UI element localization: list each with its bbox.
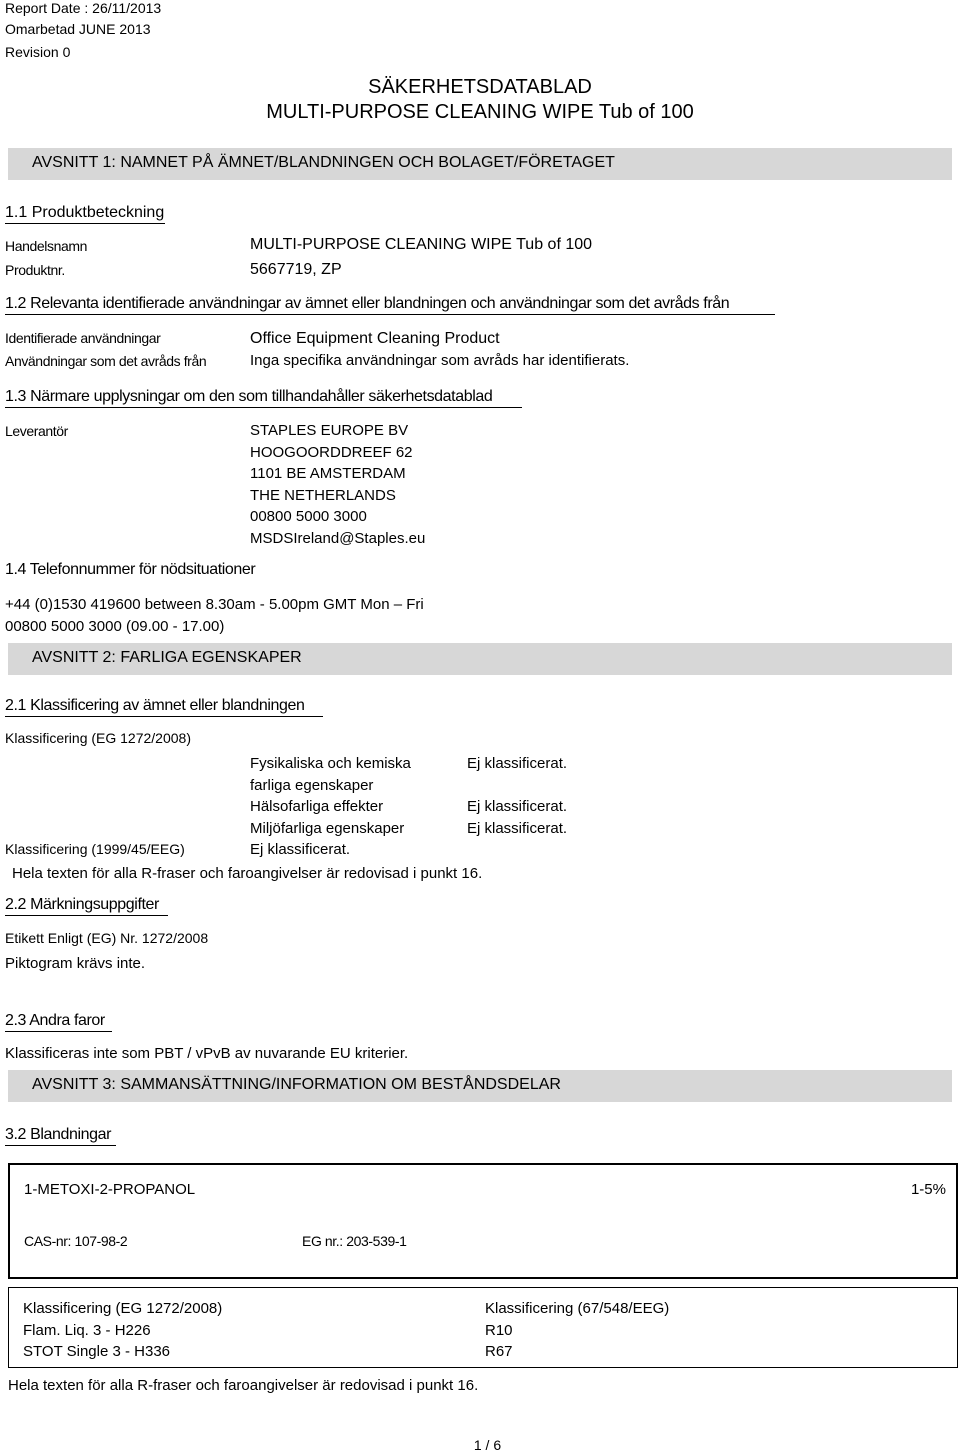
section-1-heading: AVSNITT 1: NAMNET PÅ ÄMNET/BLANDNINGEN OCH BOLAGET/FÖRETAGET — [32, 154, 615, 171]
page-number: 1 / 6 — [473, 1437, 502, 1453]
env-hazard-value: Ej klassificerat. — [467, 820, 568, 837]
uses-advised-against-value: Inga specifika användningar som avråds har identifierats. — [250, 352, 630, 369]
emergency-phone-1: +44 (0)1530 419600 between 8.30am - 5.00pm GMT Mon – Fri — [5, 596, 424, 613]
s23-underline — [5, 1031, 112, 1032]
revision-number: Revision 0 — [5, 44, 71, 60]
s22-underline — [5, 915, 168, 916]
clp-item: STOT Single 3 - H336 — [23, 1343, 171, 1360]
section-1-band — [8, 148, 952, 180]
cas-number: CAS-nr: 107-98-2 — [24, 1233, 128, 1249]
s21-underline — [5, 716, 323, 717]
dsd-item: R10 — [485, 1322, 513, 1339]
revised-date: Omarbetad JUNE 2013 — [5, 21, 151, 37]
substance-box — [8, 1163, 958, 1279]
supplier-email: MSDSIreland@Staples.eu — [250, 530, 426, 547]
trade-name-label: Handelsnamn — [5, 238, 87, 254]
supplier-line: 1101 BE AMSTERDAM — [250, 465, 406, 482]
phys-hazard-label-2: farliga egenskaper — [250, 777, 374, 794]
dpd-classification-value: Ej klassificerat. — [250, 841, 351, 858]
clp-item: Flam. Liq. 3 - H226 — [23, 1322, 151, 1339]
s12-heading: 1.2 Relevanta identifierade användningar av ämnet eller blandningen och användningar som det avråds från — [5, 295, 730, 312]
emergency-phone-2: 00800 5000 3000 (09.00 - 17.00) — [5, 618, 225, 635]
pictogram-text: Piktogram krävs inte. — [5, 955, 146, 972]
supplier-line: HOOGOORDDREEF 62 — [250, 444, 413, 461]
identified-uses-value: Office Equipment Cleaning Product — [250, 330, 500, 347]
substance-name: 1-METOXI-2-PROPANOL — [24, 1181, 196, 1198]
s23-heading: 2.3 Andra faror — [5, 1012, 105, 1029]
phys-hazard-label: Fysikaliska och kemiska — [250, 755, 411, 772]
health-hazard-value: Ej klassificerat. — [467, 798, 568, 815]
section-2-heading: AVSNITT 2: FARLIGA EGENSKAPER — [32, 649, 302, 666]
supplier-line: THE NETHERLANDS — [250, 487, 396, 504]
s12-underline — [5, 314, 775, 315]
s22-heading: 2.2 Märkningsuppgifter — [5, 896, 159, 913]
s21-heading: 2.1 Klassificering av ämnet eller blandningen — [5, 697, 305, 714]
section-3-band — [8, 1070, 952, 1102]
dsd-column-heading: Klassificering (67/548/EEG) — [485, 1300, 670, 1317]
section-2-band — [8, 643, 952, 675]
s32-heading: 3.2 Blandningar — [5, 1126, 112, 1143]
section3-full-text-note: Hela texten för alla R-fraser och faroangivelser är redovisad i punkt 16. — [8, 1377, 479, 1394]
s14-heading: 1.4 Telefonnummer för nödsituationer — [5, 561, 256, 578]
supplier-label: Leverantör — [5, 423, 68, 439]
pbt-text: Klassificeras inte som PBT / vPvB av nuvarande EU kriterier. — [5, 1045, 409, 1062]
product-no-label: Produktnr. — [5, 262, 65, 278]
identified-uses-label: Identifierade användningar — [5, 330, 161, 346]
s11-underline — [5, 223, 165, 224]
uses-advised-against-label: Användningar som det avråds från — [5, 353, 207, 369]
full-text-note: Hela texten för alla R-fraser och faroangivelser är redovisad i punkt 16. — [12, 865, 483, 882]
dsd-item: R67 — [485, 1343, 513, 1360]
substance-classification-box — [8, 1287, 958, 1368]
env-hazard-label: Miljöfarliga egenskaper — [250, 820, 405, 837]
label-regulation-heading: Etikett Enligt (EG) Nr. 1272/2008 — [5, 930, 209, 946]
s11-heading: 1.1 Produktbeteckning — [5, 204, 165, 221]
supplier-line: 00800 5000 3000 — [250, 508, 367, 525]
clp-column-heading: Klassificering (EG 1272/2008) — [23, 1300, 223, 1317]
report-date: Report Date : 26/11/2013 — [5, 0, 162, 16]
s13-heading: 1.3 Närmare upplysningar om den som tillhandahåller säkerhetsdatablad — [5, 388, 493, 405]
supplier-line: STAPLES EUROPE BV — [250, 422, 409, 439]
document-title: SÄKERHETSDATABLAD — [368, 76, 592, 98]
trade-name-value: MULTI-PURPOSE CLEANING WIPE Tub of 100 — [250, 236, 593, 253]
clp-classification-label: Klassificering (EG 1272/2008) — [5, 730, 191, 746]
substance-concentration: 1-5% — [910, 1181, 946, 1198]
dpd-classification-label: Klassificering (1999/45/EEG) — [5, 841, 185, 857]
ec-number: EG nr.: 203-539-1 — [302, 1233, 407, 1249]
document-subtitle: MULTI-PURPOSE CLEANING WIPE Tub of 100 — [266, 101, 694, 123]
product-no-value: 5667719, ZP — [250, 261, 342, 278]
phys-hazard-value: Ej klassificerat. — [467, 755, 568, 772]
s13-underline — [5, 407, 522, 408]
section-3-heading: AVSNITT 3: SAMMANSÄTTNING/INFORMATION OM BESTÅNDSDELAR — [32, 1076, 561, 1093]
health-hazard-label: Hälsofarliga effekter — [250, 798, 384, 815]
s32-underline — [5, 1145, 116, 1146]
